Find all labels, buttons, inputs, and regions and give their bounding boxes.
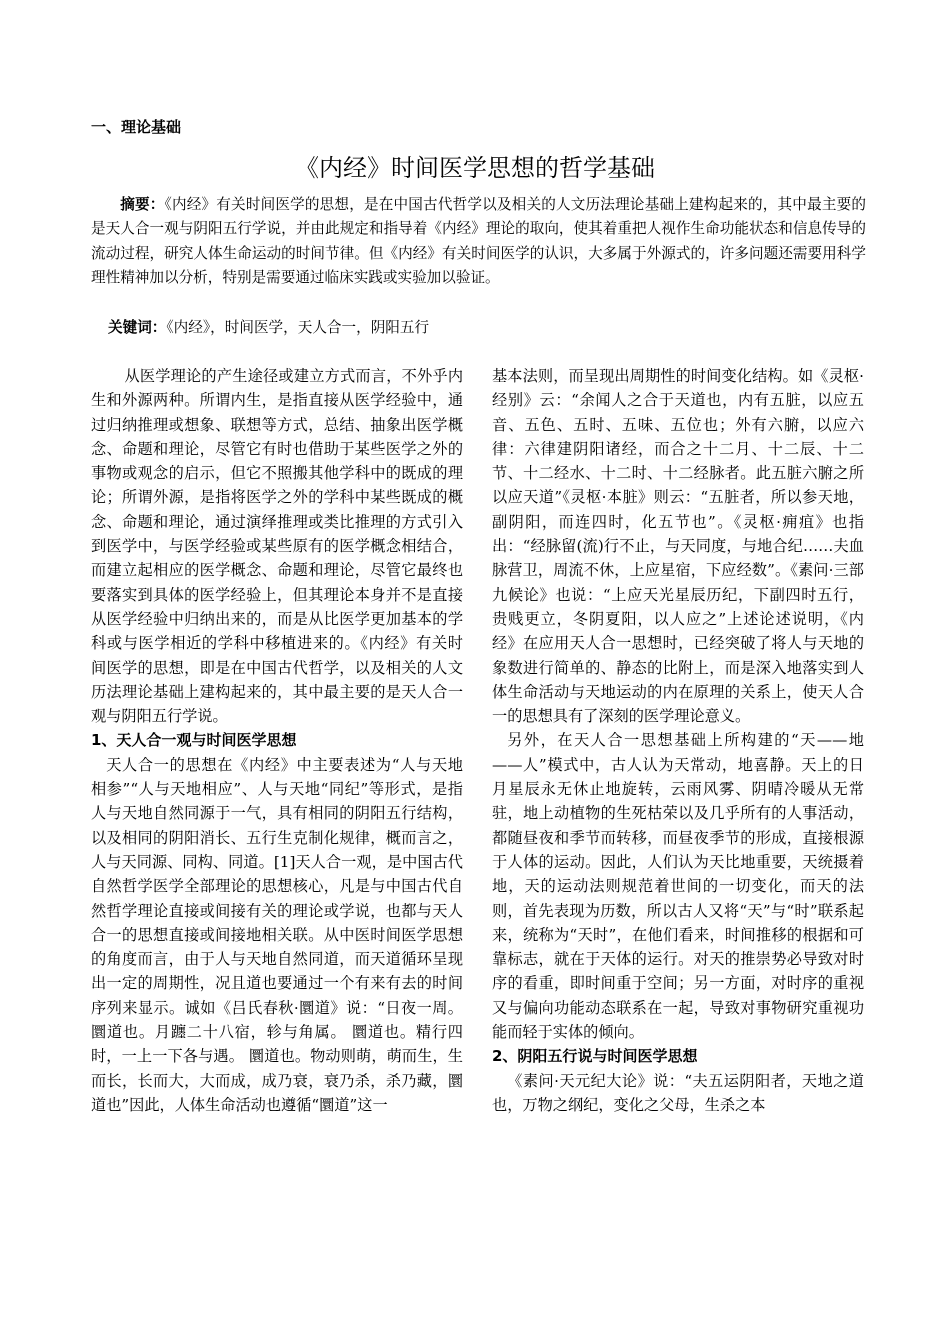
abstract-text: 《内经》有关时间医学的思想，是在中国古代哲学以及相关的人文历法理论基础上建构起来的，其中最主要的是天人合一观与阴阳五行学说，并由此规定和指导着《内经》理论的取向，使其着重把人视作生命功能状态和信息传导的流动过程，研究人体生命运动的时间节律。但《内经》有关时间医学的认识，大多属于外源式的，许多问题还需要用科学理性精神加以分析，特别是需要通过临床实践或实验加以验证。	[91, 196, 866, 287]
section-heading: 一、理论基础	[91, 118, 182, 136]
body-paragraph: 天人合一的思想在《内经》中主要表述为“人与天地相参”“人与天地相应”、人与天地“同纪”等形式，是指人与天地自然同源于一气，具有相同的阴阳五行结构，以及相同的阴阳消长、五行生克制化规律，概而言之，人与天同源、同构、同道。[1]天人合一观，是中国古代自然哲学医学全部理论的思想核心，凡是与中国古代自然哲学理论直接或间接有关的理论或学说，也都与天人合一的思想直接或间接地相关联。从中医时间医学思想的角度而言，由于人与天地自然同道，而天道循环呈现出一定的周期性，况且道也要通过一个有来有去的时间序列来显示。诚如《吕氏春秋·圜道》说：“日夜一周。 圜道也。月躔二十八宿，轸与角属。 圜道也。精行四时，一上一下各与遇。 圜道也。物动则萌，萌而生，生而长，长而大，大而成，成乃衰，衰乃杀，杀乃藏，圜道也”因此，人体生命活动也遵循“圜道”这一	[91, 755, 463, 1114]
body-paragraph: 另外，在天人合一思想基础上所构建的“天——地——人”模式中，古人认为天常动，地喜静。天上的日月星辰永无休止地旋转，云雨风雾、阴晴冷暖从无常驻，地上动植物的生死枯荣以及几乎所有的人事活动，都随昼夜和季节而转移，而昼夜季节的形成，直接根源于人体的运动。因此，人们认为天比地重要，天统摄着地，天的运动法则规范着世间的一切变化，而天的法则，首先表现为历数，所以古人又将“天”与“时”联系起来，统称为“天时”，在他们看来，时间推移的根据和可靠标志，就在于天体的运行。对天的推崇势必导致对时序的看重，即时间重于空间；另一方面，对时序的重视又与偏向功能动态联系在一起，导致对事物研究重视功能而轻于实体的倾向。	[492, 731, 864, 1042]
keywords-text: 《内经》，时间医学，天人合一，阴阳五行	[166, 319, 430, 336]
subsection-heading: 1、天人合一观与时间医学思想	[91, 731, 297, 750]
body-paragraph: 从医学理论的产生途径或建立方式而言，不外乎内生和外源两种。所谓内生，是指直接从医学经验中，通过归纳推理或想象、联想等方式，总结、抽象出医学概念、命题和理论，尽管它有时也借助于某些医学之外的事物或观念的启示，但它不照搬其他学科中的既成的理论；所谓外源，是指将医学之外的学科中某些既成的概念、命题和理论，通过演绎推理或类比推理的方式引入到医学中，与医学经验或某些原有的医学概念相结合，而建立起相应的医学概念、命题和理论，尽管它最终也要落实到具体的医学经验上，但其理论本身并不是直接从医学经验中归纳出来的，而是从比医学更加基本的学科或与医学相近的学科中移植进来的。《内经》有关时间医学的思想，即是在中国古代哲学，以及相关的人文历法理论基础上建构起来的，其中最主要的是天人合一观与阴阳五行学说。	[91, 367, 463, 726]
keywords	[108, 316, 429, 337]
abstract	[91, 193, 866, 291]
body-paragraph: 《素问·天元纪大论》说：“夫五运阴阳者，天地之道也，万物之纲纪，变化之父母，生杀之本	[492, 1071, 864, 1114]
keywords-label: 关键词：	[108, 319, 167, 336]
paper-title: 《内经》时间医学思想的哲学基础	[295, 154, 655, 182]
body-paragraph: 基本法则，而呈现出周期性的时间变化结构。如《灵枢·经别》云：“余闻人之合于天道也，内有五脏，以应五音、五色、五时、五味、五位也；外有六腑，以应六律：六律建阴阳诸经，而合之十二月、十二辰、十二节、十二经水、十二时、十二经脉者。此五脏六腑之所以应天道”《灵枢·本脏》则云：“五脏者，所以参天地，副阴阳，而连四时，化五节也”。《灵枢·痈疽》也指出：“经脉留(流)行不止，与天同度，与地合纪……夫血脉营卫，周流不休，上应星宿，下应经数”。《素问·三部九候论》也说：“上应天光星辰历纪，下副四时五行，贵贱更立，冬阴夏阳，以人应之”上述论述说明，《内经》在应用天人合一思想时，已经突破了将人与天地的象数进行简单的、静态的比附上，而是深入地落实到人体生命活动与天地运动的内在原理的关系上，使天人合一的思想具有了深刻的医学理论意义。	[492, 367, 864, 726]
left-column	[91, 364, 463, 1117]
right-column	[492, 364, 864, 1117]
abstract-label: 摘要：	[120, 196, 165, 213]
subsection-heading: 2、阴阳五行说与时间医学思想	[492, 1047, 698, 1066]
